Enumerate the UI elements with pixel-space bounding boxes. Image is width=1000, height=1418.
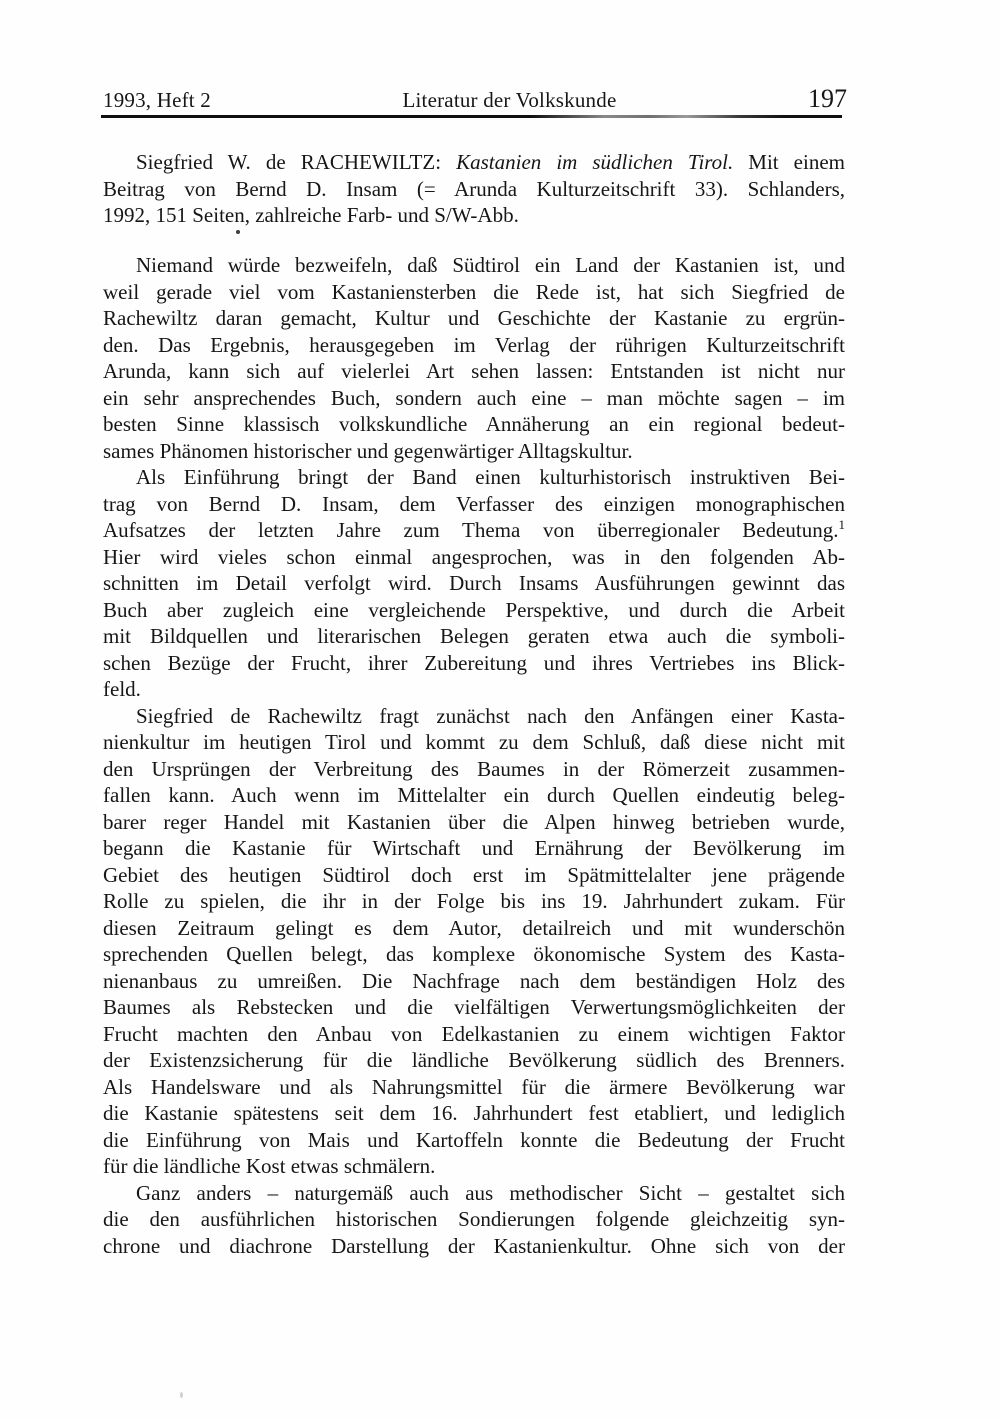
text-line: Frucht machten den Anbau von Edelkastanien zu einem wichtigen Faktor [103, 1021, 845, 1046]
text-line: schen Bezüge der Frucht, ihrer Zubereitung und ihres Vertriebes ins Blick- [103, 650, 845, 675]
text-line: Als Einführung bringt der Band einen kulturhistorisch instruktiven Bei- [136, 465, 845, 489]
text-line: die Einführung von Mais und Kartoffeln konnte die Bedeutung der Frucht [103, 1127, 845, 1152]
review-body [103, 252, 845, 1259]
text-line: für die ländliche Kost etwas schmälern. [103, 1154, 436, 1178]
text-line: Gebiet des heutigen Südtirol doch erst im Spätmittelalter jene prägende [103, 862, 845, 887]
header-rule [101, 115, 842, 118]
text-line: Siegfried de Rachewiltz fragt zunächst nach den Anfängen einer Kasta- [136, 703, 845, 728]
text-line: der Existenzsicherung für die ländliche Bevölkerung südlich des Brenners. [103, 1048, 845, 1072]
text-line: weil gerade viel vom Kastaniensterben die Rede ist, hat sich Siegfried de [103, 279, 845, 304]
text-line: ein sehr ansprechendes Buch, sondern auch eine – man möchte sagen – im [103, 385, 845, 410]
journal-issue: 1993, Heft 2 [103, 88, 211, 112]
footnote-marker: 1 [838, 517, 845, 532]
text-line: nienkultur im heutigen Tirol und kommt zu dem Schluß, daß diese nicht mit [103, 730, 845, 754]
paragraph-1 [103, 252, 845, 464]
text-line: 1992, 151 Seiten, zahlreiche Farb- und S/W-Abb. [103, 203, 519, 227]
text-line [103, 149, 845, 176]
text-line: diesen Zeitraum gelingt es dem Autor, detailreich und mit wunderschön [103, 915, 845, 940]
text-line: begann die Kastanie für Wirtschaft und Ernährung der Bevölkerung im [103, 836, 845, 860]
text-line: mit Bildquellen und literarischen Belegen geraten etwa auch die symboli- [103, 624, 845, 648]
text-line: Baumes als Rebstecken und die vielfältigen Verwertungsmöglichkeiten der [103, 995, 845, 1019]
paragraph-4 [103, 1180, 845, 1260]
text-line: Arunda, kann sich auf vielerlei Art sehen lassen: Entstanden ist nicht nur [103, 359, 845, 383]
text-line: Niemand würde bezweifeln, daß Südtirol ein Land der Kastanien ist, und [136, 253, 845, 277]
text-segment: Mit einem [733, 150, 845, 174]
text-line: feld. [103, 677, 141, 701]
text-line: chrone und diachrone Darstellung der Kastanienkultur. Ohne sich von der [103, 1233, 845, 1258]
text-segment: Siegfried W. de RACHEWILTZ: [136, 150, 457, 174]
text-line: fallen kann. Auch wenn im Mittelalter ein durch Quellen eindeutig beleg- [103, 783, 845, 807]
text-line: Hier wird vieles schon einmal angesprochen, was in den folgenden Ab- [103, 544, 845, 569]
text-line: den. Das Ergebnis, herausgegeben im Verlag der rührigen Kulturzeitschrift [103, 332, 845, 357]
page-header [103, 84, 847, 114]
paragraph-3 [103, 703, 845, 1180]
citation-paragraph [103, 149, 845, 229]
scan-speck [236, 230, 240, 234]
text-line: barer reger Handel mit Kastanien über die Alpen hinweg betrieben wurde, [103, 809, 845, 834]
text-line: sames Phänomen historischer und gegenwärtiger Alltagskultur. [103, 438, 633, 463]
text-line: Rachewiltz daran gemacht, Kultur und Geschichte der Kastanie zu ergrün- [103, 306, 845, 330]
text-line: Buch aber zugleich eine vergleichende Perspektive, und durch die Arbeit [103, 597, 845, 622]
book-title: Kastanien im südlichen Tirol. [456, 150, 734, 174]
text-line: sprechenden Quellen belegt, das komplexe ökonomische System des Kasta- [103, 942, 845, 966]
paragraph-2 [103, 464, 845, 703]
journal-title: Literatur der Volkskunde [402, 88, 617, 112]
text-line: schnitten im Detail verfolgt wird. Durch Insams Ausführungen gewinnt das [103, 571, 845, 595]
text-line: Ganz anders – naturgemäß auch aus methodischer Sicht – gestaltet sich [136, 1180, 845, 1205]
text-line: die Kastanie spätestens seit dem 16. Jahrhundert fest etabliert, und lediglich [103, 1101, 845, 1125]
page-number: 197 [808, 84, 847, 113]
text-line: nienanbaus zu umreißen. Die Nachfrage nach dem beständigen Holz des [103, 968, 845, 993]
text-line: den Ursprüngen der Verbreitung des Baumes in der Römerzeit zusammen- [103, 756, 845, 781]
text-line: die den ausführlichen historischen Sondierungen folgende gleichzeitig syn- [103, 1207, 845, 1231]
text-line: Beitrag von Bernd D. Insam (= Arunda Kulturzeitschrift 33). Schlanders, [103, 176, 845, 201]
text-line: Rolle zu spielen, die ihr in der Folge bis ins 19. Jahrhundert zukam. Für [103, 889, 845, 913]
text-line: trag von Bernd D. Insam, dem Verfasser des einzigen monographischen [103, 491, 845, 516]
text-line [103, 517, 845, 544]
text-line: Als Handelsware und als Nahrungsmittel für die ärmere Bevölkerung war [103, 1074, 845, 1099]
text-line: besten Sinne klassisch volkskundliche Annäherung an ein regional bedeut- [103, 412, 845, 436]
text-segment: Aufsatzes der letzten Jahre zum Thema von überregionaler Bedeutung. [103, 518, 839, 542]
scan-speck [180, 1392, 183, 1398]
